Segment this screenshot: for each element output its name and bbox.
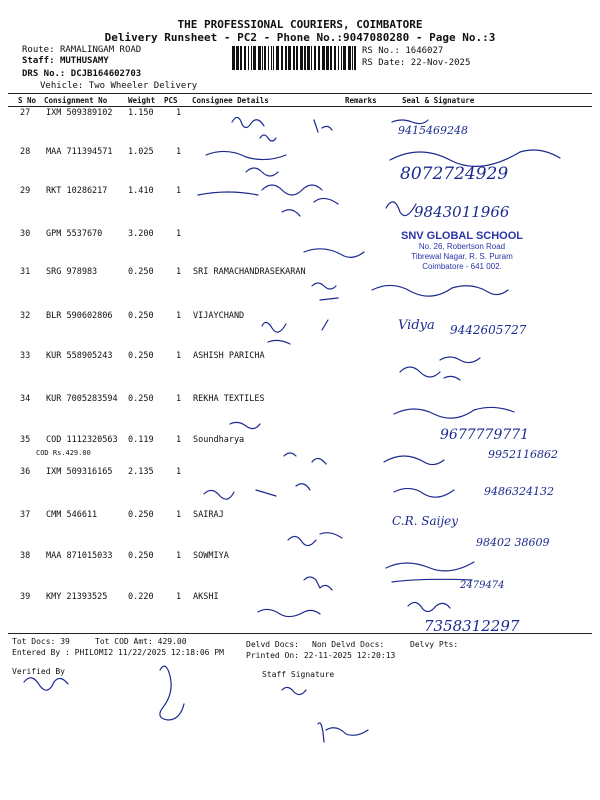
row-consignment-no: GPM 5537670	[46, 229, 103, 239]
col-consignee: Consignee Details	[192, 96, 269, 105]
handwritten-phone-37: 98402 38609	[476, 536, 550, 549]
footer-rule	[8, 633, 592, 634]
row-weight: 0.119	[128, 435, 154, 445]
handwritten-phone-36b: 9486324132	[484, 485, 554, 498]
handwritten-phone-39: 7358312297	[424, 617, 520, 635]
handwritten-phone-28: 8072724929	[400, 164, 509, 184]
col-seal-signature: Seal & Signature	[402, 96, 475, 105]
row-consignment-no: CMM 546611	[46, 510, 98, 520]
row-consignee: REKHA TEXTILES	[193, 394, 265, 404]
row-sno: 31	[20, 267, 31, 277]
route-label: Route:	[22, 45, 55, 55]
row-weight: 0.250	[128, 510, 154, 520]
row-sno: 35	[20, 435, 31, 445]
entered-by-value: PHILOMI2 11/22/2025 12:18:06 PM	[74, 648, 224, 657]
staff-signature-label: Staff Signature	[262, 670, 335, 679]
row-pcs: 1	[176, 147, 182, 157]
row-pcs: 1	[176, 351, 182, 361]
row-sno: 38	[20, 551, 31, 561]
row-pcs: 1	[176, 229, 182, 239]
row-weight: 0.250	[128, 267, 154, 277]
non-delvd-docs-label: Non Delvd Docs:	[312, 640, 385, 649]
stamp-line1: No. 26, Robertson Road	[418, 242, 506, 251]
row-pcs: 1	[176, 311, 182, 321]
row-weight: 0.250	[128, 311, 154, 321]
row-sno: 30	[20, 229, 31, 239]
row-consignee: AKSHI	[193, 592, 219, 602]
rs-no-label: RS No.:	[362, 46, 400, 56]
entered-by-label: Entered By :	[12, 648, 70, 657]
row-weight: 0.250	[128, 351, 154, 361]
row-sno: 34	[20, 394, 31, 404]
staff-label: Staff:	[22, 56, 55, 66]
col-pcs: PCS	[164, 96, 178, 105]
row-consignee: SOWMIYA	[193, 551, 229, 561]
handwritten-name-37: C.R. Saijey	[392, 514, 459, 528]
tot-cod	[95, 637, 187, 646]
row-consignee: ASHISH PARICHA	[193, 351, 265, 361]
row-weight: 1.025	[128, 147, 154, 157]
row-pcs: 1	[176, 186, 182, 196]
row-sno: 27	[20, 108, 31, 118]
rs-no-value: 1646027	[405, 46, 444, 56]
row-consignment-no: IXM 509389102	[46, 108, 113, 118]
handwritten-phone-27: 9415469248	[398, 124, 468, 137]
handwritten-phone-29: 9843011966	[414, 203, 510, 221]
entered-by	[12, 648, 224, 657]
row-sno: 29	[20, 186, 31, 196]
handwritten-phone-36: 9952116862	[488, 448, 558, 461]
row-weight: 0.250	[128, 551, 154, 561]
row-consignment-no: MAA 711394571	[46, 147, 113, 157]
row-consignment-no: RKT 10286217	[46, 186, 108, 196]
row-sno: 36	[20, 467, 31, 477]
row-weight: 3.200	[128, 229, 154, 239]
row-consignee: VIJAYCHAND	[193, 311, 245, 321]
row-consignee: SAIRAJ	[193, 510, 224, 520]
stamp-name: SNV GLOBAL SCHOOL	[400, 230, 524, 242]
staff-value: MUTHUSAMY	[59, 56, 109, 66]
col-remarks: Remarks	[345, 96, 377, 105]
row-pcs: 1	[176, 551, 182, 561]
row-cod-note: COD Rs.429.00	[36, 449, 91, 457]
handwritten-phone-32: 9442605727	[450, 323, 527, 337]
row-pcs: 1	[176, 267, 182, 277]
row-consignment-no: KUR 7005283594	[46, 394, 118, 404]
drs-label: DRS No.:	[22, 69, 66, 79]
row-weight: 0.220	[128, 592, 154, 602]
tot-docs-value: 39	[60, 637, 70, 646]
runsheet-subtitle: Delivery Runsheet - PC2 - Phone No.:9047080280 - Page No.:3	[104, 31, 496, 44]
tot-docs	[12, 637, 70, 646]
row-sno: 28	[20, 147, 31, 157]
col-sno: S No	[18, 96, 37, 105]
vehicle-label: Vehicle:	[40, 81, 84, 91]
row-weight: 1.410	[128, 186, 154, 196]
handwritten-phone-35: 9677779771	[440, 427, 530, 443]
row-consignment-no: MAA 871015033	[46, 551, 113, 561]
tot-cod-label: Tot COD Amt:	[95, 637, 153, 646]
drs-value: DCJB164602703	[70, 69, 142, 79]
school-stamp	[382, 230, 542, 272]
row-weight: 2.135	[128, 467, 154, 477]
tot-cod-value: 429.00	[157, 637, 187, 646]
delvd-docs-label: Delvd Docs:	[246, 640, 299, 649]
vehicle-value: Two Wheeler Delivery	[88, 81, 198, 91]
row-weight: 1.150	[128, 108, 154, 118]
row-pcs: 1	[176, 592, 182, 602]
row-consignee: Soundharya	[193, 435, 245, 445]
row-sno: 37	[20, 510, 31, 520]
stamp-line2: Tibrewal Nagar, R. S. Puram	[411, 252, 513, 261]
row-consignment-no: COD 1112320563	[46, 435, 118, 445]
row-pcs: 1	[176, 435, 182, 445]
col-weight: Weight	[128, 96, 156, 105]
handwritten-phone-38: 2479474	[460, 580, 505, 591]
row-pcs: 1	[176, 510, 182, 520]
delvy-pts-label: Delvy Pts:	[410, 640, 459, 649]
row-consignment-no: BLR 590602806	[46, 311, 113, 321]
printed-on	[246, 651, 395, 660]
tot-docs-label: Tot Docs:	[12, 637, 56, 646]
row-pcs: 1	[176, 394, 182, 404]
row-consignment-no: KUR 558905243	[46, 351, 113, 361]
printed-on-label: Printed On:	[246, 651, 299, 660]
row-sno: 33	[20, 351, 31, 361]
handwritten-name-32: Vidya	[398, 318, 435, 333]
verified-by-label: Verified By	[12, 667, 65, 676]
rs-date-label: RS Date:	[362, 58, 406, 68]
row-pcs: 1	[176, 467, 182, 477]
row-sno: 39	[20, 592, 31, 602]
rs-date-value: 22-Nov-2025	[410, 58, 471, 68]
row-consignment-no: SRG 978983	[46, 267, 98, 277]
row-consignee: SRI RAMACHANDRASEKARAN	[193, 267, 306, 277]
row-consignment-no: KMY 21393525	[46, 592, 108, 602]
route-value: RAMALINGAM ROAD	[59, 45, 142, 55]
row-sno: 32	[20, 311, 31, 321]
row-weight: 0.250	[128, 394, 154, 404]
printed-on-value: 22-11-2025 12:20:13	[303, 651, 396, 660]
company-title: THE PROFESSIONAL COURIERS, COIMBATORE	[177, 18, 423, 31]
col-consignment: Consignment No	[44, 96, 108, 105]
stamp-line3: Coimbatore - 641 002.	[422, 262, 502, 271]
row-consignment-no: IXM 509316165	[46, 467, 113, 477]
row-pcs: 1	[176, 108, 182, 118]
